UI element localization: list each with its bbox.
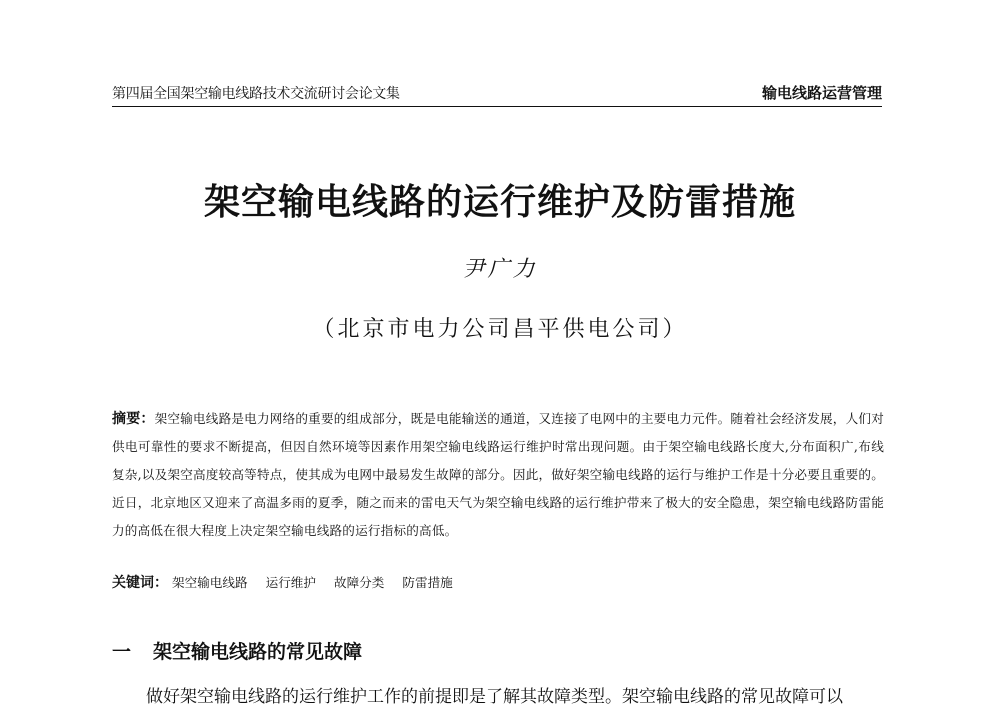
paper-title: 架空输电线路的运行维护及防雷措施 — [203, 182, 796, 223]
keyword: 架空输电线路 — [172, 575, 248, 590]
section-title: 架空输电线路的常见故障 — [153, 641, 363, 663]
running-header — [112, 80, 882, 107]
author-affiliation: （北京市电力公司昌平供电公司） — [312, 317, 688, 342]
keyword: 故障分类 — [333, 575, 385, 590]
keywords — [112, 569, 884, 597]
abstract-text: 架空输电线路是电力网络的重要的组成部分，既是电能输送的通道，又连接了电网中的主要电力元件。随着社会经济发展，人们对供电可靠性的要求不断提高，但因自然环境等因素作用架空输电线路运行维护时常出现问题。由于架空输电线路长度大,分布面积广,布线复杂,以及架空高度较高等特点，使其成为电网中最易发生故障的部分。因此，做好架空输电线路的运行与维护工作是十分必要且重要的。近日，北京地区又迎来了高温多雨的夏季，随之而来的雷电天气为架空输电线路的运行维护带来了极大的安全隐患，架空输电线路防雷能力的高低在很大程度上决定架空输电线路的运行指标的高低。 — [112, 411, 884, 538]
section-heading — [112, 637, 362, 664]
running-header-left: 第四届全国架空输电线路技术交流研讨会论文集 — [112, 86, 400, 102]
keyword: 运行维护 — [265, 575, 316, 590]
abstract-label: 摘要： — [112, 411, 155, 427]
body-paragraph: 做好架空输电线路的运行维护工作的前提即是了解其故障类型。架空输电线路的常见故障可以 — [146, 687, 843, 707]
author-name: 尹广力 — [462, 257, 538, 282]
abstract — [112, 405, 884, 545]
section-number: 一 — [112, 641, 132, 663]
running-header-right: 输电线路运营管理 — [761, 84, 882, 102]
keyword: 防雷措施 — [402, 575, 453, 590]
keywords-label: 关键词： — [112, 575, 168, 591]
